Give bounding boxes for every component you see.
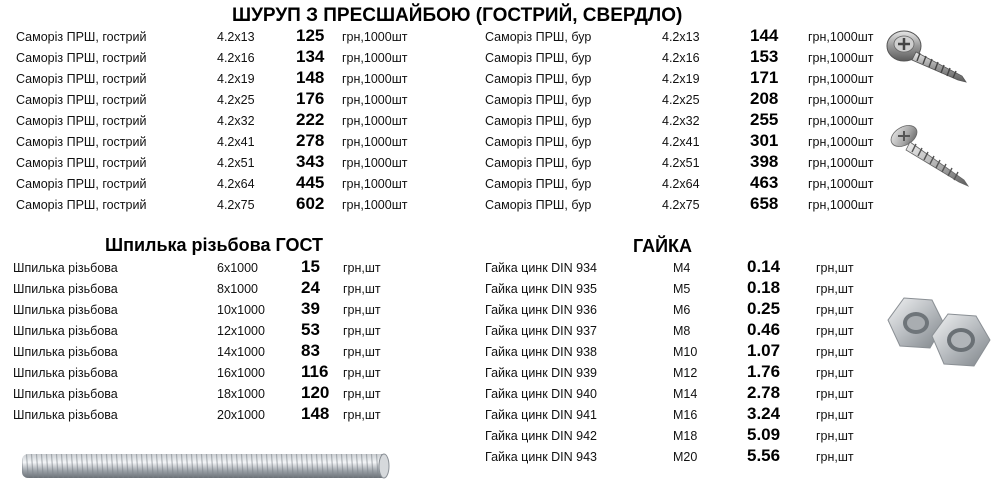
item-size: 4.2x25: [662, 93, 700, 107]
item-size: 4.2x13: [217, 30, 255, 44]
item-unit: грн,1000шт: [808, 30, 874, 44]
item-price: 83: [301, 341, 320, 360]
item-unit: грн,1000шт: [342, 51, 408, 65]
item-name: Гайка цинк DIN 938: [485, 345, 598, 359]
item-price: 208: [750, 89, 779, 108]
item-price: 144: [750, 26, 779, 45]
item-size: 20x1000: [217, 408, 265, 422]
item-price: 116: [301, 362, 329, 381]
item-price: 15: [301, 257, 320, 276]
item-price: 1.07: [747, 341, 781, 360]
screws-sharp-table: [16, 27, 436, 217]
item-name: Гайка цинк DIN 940: [485, 387, 598, 401]
item-name: Саморіз ПРШ, гострий: [16, 93, 147, 107]
item-price: 398: [750, 152, 779, 171]
item-unit: грн,1000шт: [808, 177, 874, 191]
item-unit: грн,1000шт: [342, 93, 408, 107]
item-unit: грн,шт: [343, 282, 381, 296]
studs-table: [13, 258, 413, 428]
item-unit: грн,шт: [343, 366, 381, 380]
item-unit: грн,1000шт: [342, 198, 408, 212]
item-size: 4.2x25: [217, 93, 255, 107]
item-unit: грн,1000шт: [808, 93, 874, 107]
item-name: Гайка цинк DIN 936: [485, 303, 598, 317]
item-size: 4.2x75: [217, 198, 255, 212]
item-size: 16x1000: [217, 366, 265, 380]
item-price: 602: [296, 194, 325, 213]
item-size: 10x1000: [217, 303, 265, 317]
item-size: 4.2x64: [662, 177, 700, 191]
item-name: Шпилька різьбова: [13, 345, 118, 359]
item-price: 301: [750, 131, 779, 150]
item-price: 5.56: [747, 446, 781, 465]
item-name: Саморіз ПРШ, бур: [485, 51, 592, 65]
item-size: M18: [673, 429, 698, 443]
item-name: Саморіз ПРШ, гострий: [16, 198, 147, 212]
item-price: 1.76: [747, 362, 781, 381]
item-name: Саморіз ПРШ, бур: [485, 156, 592, 170]
item-unit: грн,шт: [816, 429, 854, 443]
item-name: Саморіз ПРШ, гострий: [16, 30, 147, 44]
item-unit: грн,1000шт: [342, 177, 408, 191]
item-unit: грн,1000шт: [808, 51, 874, 65]
item-unit: грн,шт: [816, 345, 854, 359]
item-price: 463: [750, 173, 779, 192]
item-size: M20: [673, 450, 698, 464]
screws-drill-table: [485, 27, 885, 217]
item-price: 53: [301, 320, 320, 339]
item-name: Саморіз ПРШ, бур: [485, 198, 592, 212]
item-unit: грн,1000шт: [342, 114, 408, 128]
item-price: 125: [296, 26, 325, 45]
item-unit: грн,1000шт: [808, 72, 874, 86]
item-unit: грн,1000шт: [808, 114, 874, 128]
item-price: 148: [296, 68, 325, 87]
item-name: Саморіз ПРШ, гострий: [16, 177, 147, 191]
item-price: 0.14: [747, 257, 781, 276]
item-price: 0.18: [747, 278, 781, 297]
item-price: 445: [296, 173, 325, 192]
item-size: 14x1000: [217, 345, 265, 359]
item-name: Гайка цинк DIN 942: [485, 429, 598, 443]
item-size: 4.2x41: [662, 135, 700, 149]
item-unit: грн,1000шт: [342, 72, 408, 86]
sharp-screw-icon: [888, 120, 972, 190]
item-name: Шпилька різьбова: [13, 303, 118, 317]
item-price: 153: [750, 47, 779, 66]
item-unit: грн,шт: [816, 282, 854, 296]
item-name: Саморіз ПРШ, бур: [485, 135, 592, 149]
nuts-table: [485, 258, 885, 473]
item-price: 24: [301, 278, 320, 297]
item-unit: грн,1000шт: [808, 156, 874, 170]
item-price: 3.24: [747, 404, 781, 423]
item-size: 18x1000: [217, 387, 265, 401]
item-unit: грн,шт: [816, 324, 854, 338]
item-unit: грн,шт: [816, 303, 854, 317]
item-price: 120: [301, 383, 330, 402]
item-size: M8: [673, 324, 691, 338]
item-unit: грн,шт: [343, 408, 381, 422]
item-unit: грн,1000шт: [342, 135, 408, 149]
item-size: M6: [673, 303, 691, 317]
item-name: Гайка цинк DIN 939: [485, 366, 598, 380]
item-unit: грн,шт: [816, 366, 854, 380]
item-size: 4.2x41: [217, 135, 255, 149]
item-price: 658: [750, 194, 779, 213]
item-size: 4.2x32: [217, 114, 255, 128]
item-size: 4.2x19: [662, 72, 700, 86]
item-name: Шпилька різьбова: [13, 366, 118, 380]
item-name: Гайка цинк DIN 943: [485, 450, 598, 464]
item-unit: грн,шт: [343, 303, 381, 317]
item-unit: грн,1000шт: [808, 198, 874, 212]
item-name: Шпилька різьбова: [13, 387, 118, 401]
item-size: M12: [673, 366, 698, 380]
item-size: 4.2x19: [217, 72, 255, 86]
item-unit: грн,шт: [343, 324, 381, 338]
item-unit: грн,шт: [816, 387, 854, 401]
item-name: Саморіз ПРШ, гострий: [16, 72, 147, 86]
item-name: Саморіз ПРШ, бур: [485, 93, 592, 107]
item-size: 4.2x16: [662, 51, 700, 65]
item-name: Шпилька різьбова: [13, 261, 118, 275]
item-unit: грн,1000шт: [808, 135, 874, 149]
main-title: ШУРУП З ПРЕСШАЙБОЮ (ГОСТРИЙ, СВЕРДЛО): [232, 5, 683, 26]
item-unit: грн,шт: [343, 387, 381, 401]
hex-nuts-icon: [878, 290, 996, 378]
item-name: Гайка цинк DIN 937: [485, 324, 598, 338]
item-name: Шпилька різьбова: [13, 282, 118, 296]
item-size: 4.2x64: [217, 177, 255, 191]
stud-title: Шпилька різьбова ГОСТ: [105, 235, 324, 255]
item-name: Гайка цинк DIN 935: [485, 282, 598, 296]
item-unit: грн,1000шт: [342, 30, 408, 44]
item-size: 8x1000: [217, 282, 259, 296]
item-price: 134: [296, 47, 325, 66]
item-size: M5: [673, 282, 691, 296]
item-price: 176: [296, 89, 325, 108]
item-size: M14: [673, 387, 698, 401]
item-name: Саморіз ПРШ, бур: [485, 177, 592, 191]
item-name: Гайка цинк DIN 934: [485, 261, 598, 275]
item-price: 0.25: [747, 299, 781, 318]
item-size: 6x1000: [217, 261, 259, 275]
item-size: 4.2x32: [662, 114, 700, 128]
item-price: 2.78: [747, 383, 781, 402]
item-size: M16: [673, 408, 698, 422]
item-size: 12x1000: [217, 324, 265, 338]
item-name: Саморіз ПРШ, бур: [485, 30, 592, 44]
nut-title: ГАЙКА: [633, 236, 692, 256]
item-size: 4.2x51: [662, 156, 700, 170]
item-price: 171: [750, 68, 779, 87]
item-name: Саморіз ПРШ, бур: [485, 72, 592, 86]
item-name: Гайка цинк DIN 941: [485, 408, 598, 422]
item-price: 343: [296, 152, 325, 171]
item-size: 4.2x13: [662, 30, 700, 44]
item-unit: грн,шт: [343, 261, 381, 275]
item-name: Шпилька різьбова: [13, 324, 118, 338]
item-name: Саморіз ПРШ, гострий: [16, 156, 147, 170]
item-unit: грн,шт: [816, 450, 854, 464]
drill-screw-icon: [884, 26, 970, 90]
item-price: 222: [296, 110, 325, 129]
item-price: 0.46: [747, 320, 781, 339]
item-size: 4.2x51: [217, 156, 255, 170]
item-name: Саморіз ПРШ, гострий: [16, 51, 147, 65]
item-size: 4.2x75: [662, 198, 700, 212]
item-name: Саморіз ПРШ, гострий: [16, 135, 147, 149]
item-price: 278: [296, 131, 325, 150]
item-price: 39: [301, 299, 320, 318]
item-name: Шпилька різьбова: [13, 408, 118, 422]
item-unit: грн,1000шт: [342, 156, 408, 170]
item-size: M4: [673, 261, 691, 275]
item-name: Саморіз ПРШ, бур: [485, 114, 592, 128]
item-unit: грн,шт: [816, 261, 854, 275]
item-unit: грн,шт: [816, 408, 854, 422]
item-name: Саморіз ПРШ, гострий: [16, 114, 147, 128]
item-unit: грн,шт: [343, 345, 381, 359]
item-price: 255: [750, 110, 779, 129]
item-price: 148: [301, 404, 330, 423]
item-size: 4.2x16: [217, 51, 255, 65]
item-price: 5.09: [747, 425, 781, 444]
item-size: M10: [673, 345, 698, 359]
threaded-rod-icon: [20, 448, 392, 488]
